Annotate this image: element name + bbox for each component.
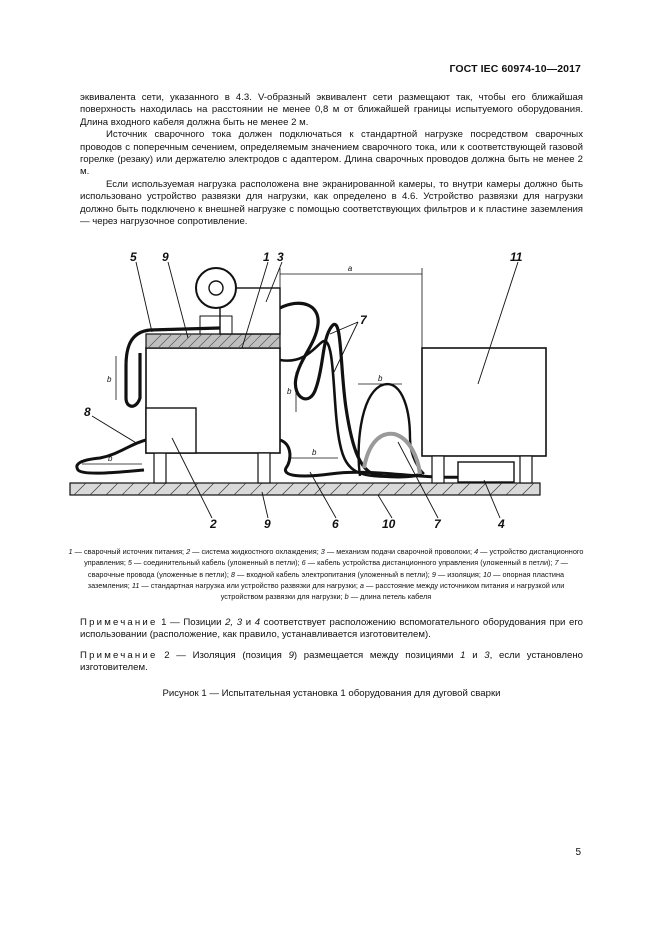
notes — [80, 617, 583, 683]
legend-item: 11 — стандартная нагрузка или устройство развязки для нагрузки; — [131, 580, 358, 590]
note-2: Примечание 2 — Изоляция (позиция 9) размещается между позициями 1 и 3, если установлено изготовителем. — [80, 649, 583, 674]
label-9-top: 9 — [162, 250, 169, 264]
label-4: 4 — [498, 517, 505, 531]
paragraph-3: Если используемая нагрузка расположена вне экранированной камеры, то внутри камеры должно быть использовано устройство развязки для нагрузки, как определено в 4.6. Устройство развязки для нагрузки должно быть подключено к внешней нагрузке с помощью соответствующих фильтров и к пластине заземления — через нагрузочное сопротивление. — [80, 178, 583, 228]
legend-item: 2 — система жидкостного охлаждения; — [186, 547, 319, 556]
ground-plate — [70, 483, 540, 495]
label-2: 2 — [210, 517, 217, 531]
legend-item: 7 — сварочные провода (уложенные в петли); — [87, 558, 568, 579]
paragraph-2: Источник сварочного тока должен подключаться к стандартной нагрузке посредством сварочных проводов с поперечным сечением, определяемым значением сварочного тока, или к соответствующей газовой горелке (резаку) или держателю электродов с адаптером. Длина сварочных проводов должна быть не менее 2 м. — [80, 129, 583, 178]
label-11: 11 — [510, 250, 523, 264]
label-8: 8 — [84, 405, 91, 419]
body-text — [80, 92, 583, 228]
wire-reel-hub — [209, 281, 223, 295]
note-1: Примечание 1 — Позиции 2, 3 и 4 соответствует расположению вспомогательного оборудования при его использовании (расположение, как правило, устанавливается изготовителем). — [80, 617, 583, 641]
legend-item: 1 — сварочный источник питания; — [68, 547, 185, 556]
figure-caption: Рисунок 1 — Испытательная установка 1 оборудования для дуговой сварки — [162, 688, 501, 699]
dim-b5-label: b — [108, 454, 113, 463]
remote-control-unit — [458, 462, 514, 482]
dim-b3-label: b — [378, 374, 383, 383]
power-source-leg-left — [154, 453, 166, 483]
legend-item: 6 — кабель устройства дистанционного управления (уложенный в петли); — [301, 558, 553, 568]
dim-b1-label: b — [107, 375, 112, 384]
label-1: 1 — [263, 250, 270, 264]
label-9-bottom: 9 — [264, 517, 271, 531]
page-number: 5 — [575, 847, 581, 858]
paragraph-1: эквивалента сети, указанного в 4.3. V-образный эквивалент сети размещают так, чтобы его ближайшая поверхность находилась на расстоянии не менее 0,8 м от ближайшей границы испытуемого оборудования. Длина входного кабеля должна быть не менее 2 м. — [80, 92, 583, 128]
dim-b2-label: b — [287, 387, 292, 396]
legend-item: 5 — соединительный кабель (уложенный в петли); — [127, 558, 300, 568]
label-7-bottom: 7 — [434, 517, 441, 531]
label-10: 10 — [382, 517, 396, 531]
legend-item: 4 — устройство дистанционного управления; — [84, 547, 584, 568]
welding-cable-1 — [280, 303, 422, 477]
legend-item: b — длина петель кабеля — [344, 592, 432, 602]
label-6: 6 — [332, 517, 339, 531]
power-source-leg-right — [258, 453, 270, 483]
dim-b4-label: b — [312, 448, 317, 457]
legend-item: a — расстояние между источником питания и нагрузкой или устройством развязки для нагрузки; — [220, 580, 565, 602]
label-3: 3 — [277, 250, 284, 264]
label-5: 5 — [130, 250, 137, 264]
legend-item: 10 — опорная пластина заземления; — [87, 569, 565, 590]
legend-item: 8 — входной кабель электропитания (уложенный в петли); — [230, 569, 430, 579]
legend-item: 3 — механизм подачи сварочной проволоки; — [320, 547, 473, 556]
load-leg-left — [432, 456, 444, 483]
standard-code: ГОСТ IEC 60974-10—2017 — [449, 63, 581, 75]
figure-legend — [66, 546, 586, 602]
test-setup-diagram — [60, 248, 605, 538]
welding-cable-3 — [359, 384, 424, 476]
cooling-unit — [146, 408, 196, 453]
standard-load — [422, 348, 546, 456]
legend-item: 9 — изоляция; — [431, 569, 481, 579]
dim-a-label: a — [347, 264, 353, 273]
label-7-top: 7 — [360, 313, 367, 327]
load-leg-right — [520, 456, 532, 483]
